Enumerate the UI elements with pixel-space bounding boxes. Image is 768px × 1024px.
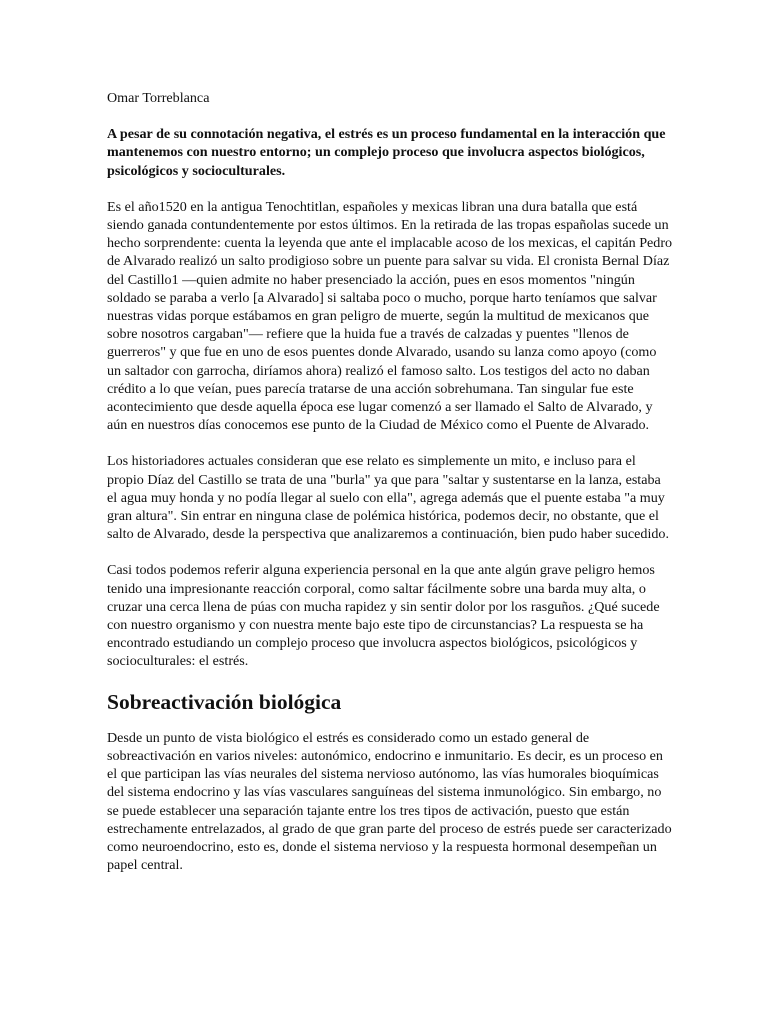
body-paragraph-1: Es el año1520 en la antigua Tenochtitlan, españoles y mexicas libran una dura batalla que está siendo ganada contundentemente por estos últimos. En la retirada de las tropas españolas sucede un hecho sorprendente: cuenta la leyenda que ante el implacable acoso de los mexicas, el capitán Pedro de Alvarado realizó un salto prodigioso sobre un puente para salvar su vida. El cronista Bernal Díaz del Castillo1 —quien admite no haber presenciado la acción, pues en esos momentos "ningún soldado se paraba a verlo [a Alvarado] si saltaba poco o mucho, porque harto teníamos que salvar nuestras vidas porque estábamos en gran peligro de muerte, según la multitud de mexicanos que sobre nosotros cargaban"— refiere que la huida fue a través de calzadas y puentes "llenos de guerreros" y que fue en uno de esos puentes donde Alvarado, usando su lanza como apoyo (como un saltador con garrocha, diríamos ahora) realizó el famoso salto. Los testigos del acto no daban crédito a lo que veían, pues parecía tratarse de una acción sobrehumana. Tan singular fue este acontecimiento que desde aquella época ese lugar comenzó a ser llamado el Salto de Alvarado, y aún en nuestros días conocemos ese punto de la Ciudad de México como el Puente de Alvarado. — [107, 198, 673, 434]
author-name: Omar Torreblanca — [107, 90, 210, 106]
lead-summary: A pesar de su connotación negativa, el estrés es un proceso fundamental en la interacción que mantenemos con nuestro entorno; un complejo proceso que involucra aspectos biológicos, psicológicos y socioculturales. — [107, 126, 666, 179]
section-paragraph: Desde un punto de vista biológico el estrés es considerado como un estado general de sobreactivación en varios niveles: autonómico, endocrino e inmunitario. Es decir, es un proceso en el que participan las vías neurales del sistema nervioso autónomo, las vías humorales bioquímicas del sistema endocrino y las vías vasculares sanguíneas del sistema inmunológico. Sin embargo, no se puede establecer una separación tajante entre los tres tipos de activación, puesto que están estrechamente entrelazados, al grado de que gran parte del proceso de estrés puede ser caracterizado como neuroendocrino, esto es, donde el sistema nervioso y la respuesta hormonal desempeñan un papel central. — [107, 729, 672, 874]
document-page — [107, 89, 673, 892]
section-heading: Sobreactivación biológica — [107, 689, 342, 714]
body-paragraph-3: Casi todos podemos referir alguna experiencia personal en la que ante algún grave peligro hemos tenido una impresionante reacción corporal, como saltar fácilmente sobre una barda muy alta, o cruzar una cerca llena de púas con mucha rapidez y sin sentir dolor por los rasguños. ¿Qué sucede con nuestro organismo y con nuestra mente bajo este tipo de circunstancias? La respuesta se ha encontrado estudiando un complejo proceso que involucra aspectos biológicos, psicológicos y socioculturales: el estrés. — [107, 562, 660, 670]
body-paragraph-2: Los historiadores actuales consideran que ese relato es simplemente un mito, e incluso para el propio Díaz del Castillo se trata de una "burla" ya que para "saltar y sustentarse en la lanza, estaba el agua muy honda y no podía llegar al suelo con ella", agrega además que el puente estaba "a muy gran altura". Sin entrar en ninguna clase de polémica histórica, podemos decir, no obstante, que el salto de Alvarado, desde la perspectiva que analizaremos a continuación, bien pudo haber sucedido. — [107, 453, 669, 543]
